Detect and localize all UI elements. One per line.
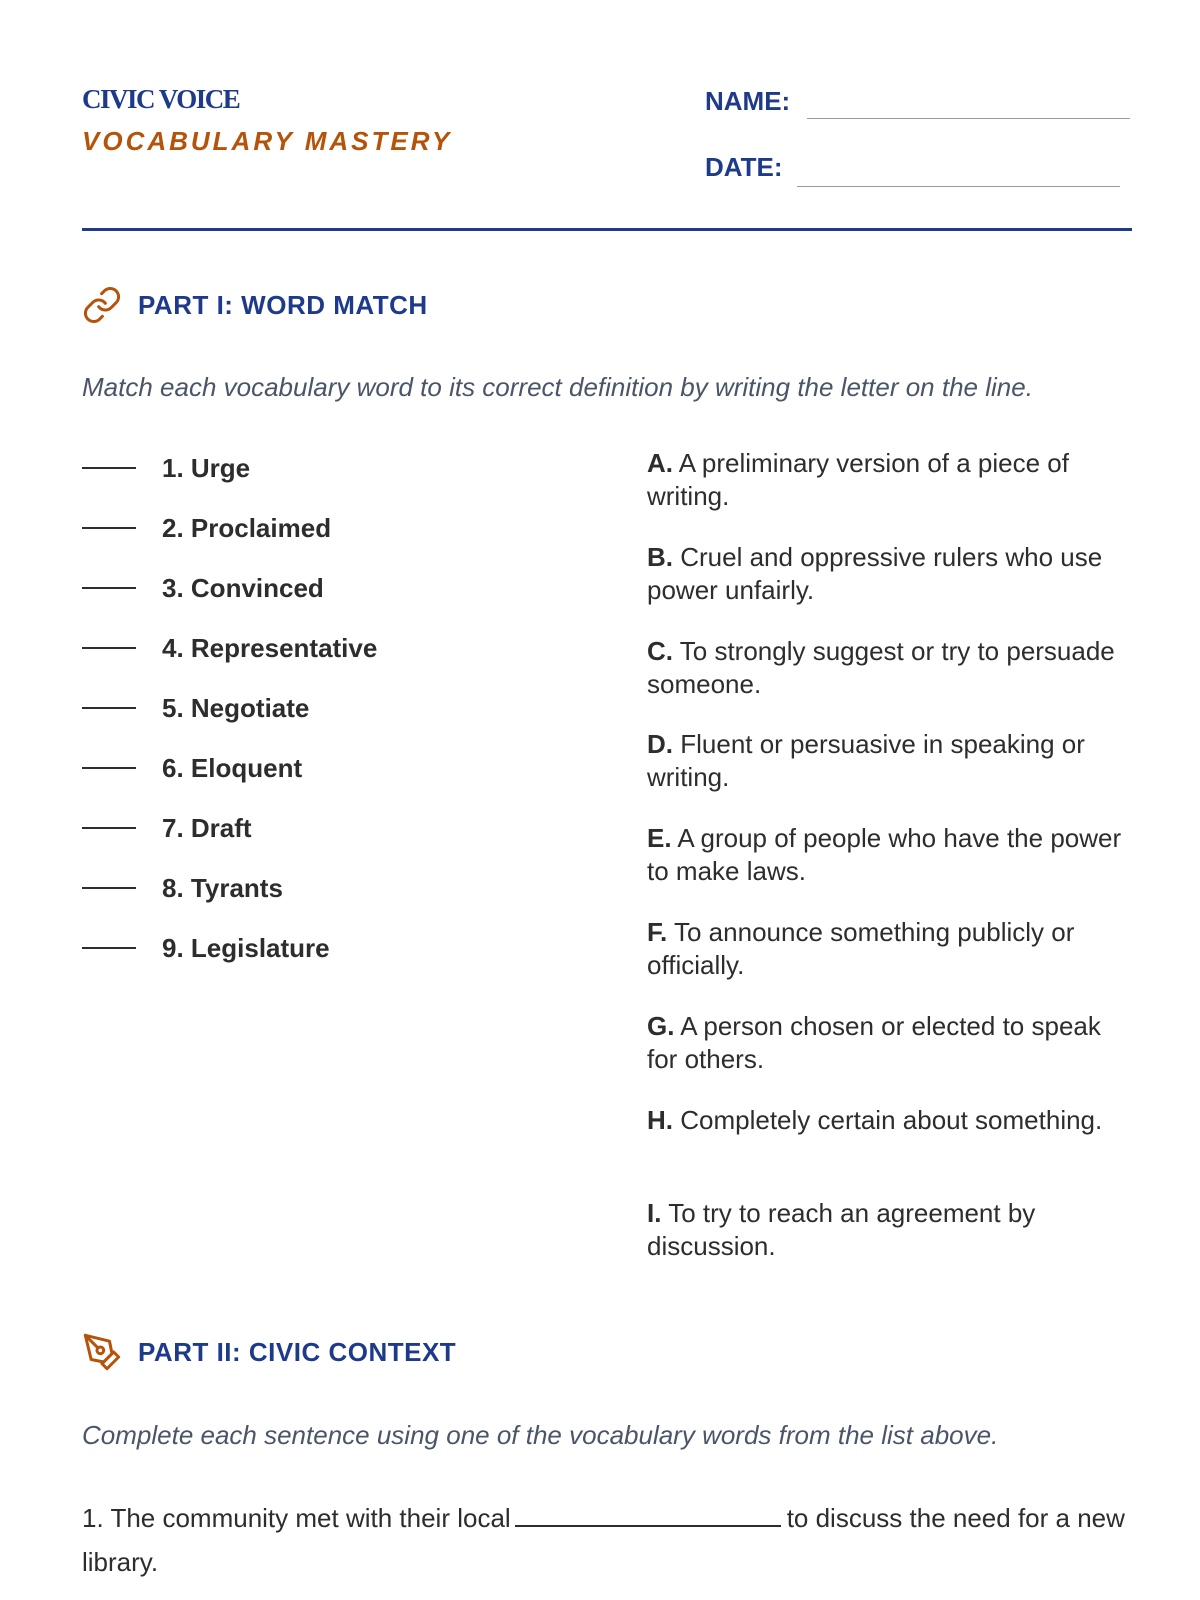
- definition-text: A preliminary version of a piece of writing.: [647, 448, 1069, 511]
- part1-instructions: Match each vocabulary word to its correct definition by writing the letter on the line.: [82, 372, 1033, 402]
- definition-item: [647, 1197, 1137, 1263]
- definition-letter: A.: [647, 448, 673, 478]
- vocab-word: 3. Convinced: [162, 572, 324, 603]
- date-field[interactable]: [797, 186, 1120, 187]
- word-row: [82, 512, 331, 544]
- name-field[interactable]: [807, 118, 1130, 119]
- vocab-word: 5. Negotiate: [162, 692, 310, 723]
- word-row: [82, 872, 283, 904]
- vocab-word: 2. Proclaimed: [162, 512, 332, 543]
- definition-item: [647, 635, 1137, 701]
- definition-text: A group of people who have the power to make laws.: [647, 823, 1122, 886]
- part1-title: PART I: WORD MATCH: [138, 289, 428, 320]
- definition-item: [647, 1010, 1137, 1076]
- sentence-after: to discuss the need for a new library.: [82, 1503, 1125, 1577]
- part2-instructions: Complete each sentence using one of the vocabulary words from the list above.: [82, 1420, 999, 1450]
- name-label: NAME:: [705, 86, 791, 116]
- definition-item: [647, 728, 1137, 794]
- vocab-word: 4. Representative: [162, 632, 378, 663]
- definition-text: A person chosen or elected to speak for others.: [647, 1011, 1101, 1074]
- word-row: [82, 692, 309, 724]
- word-row: [82, 632, 377, 664]
- answer-blank[interactable]: [82, 827, 136, 829]
- date-label: DATE:: [705, 152, 783, 182]
- word-row: [82, 452, 250, 484]
- word-row: [82, 812, 252, 844]
- definition-text: To announce something publicly or officially.: [647, 917, 1075, 980]
- vocab-word: 6. Eloquent: [162, 752, 303, 783]
- vocab-word: 7. Draft: [162, 812, 252, 843]
- definition-letter: F.: [647, 917, 668, 947]
- part2-heading: [82, 1332, 456, 1372]
- answer-blank[interactable]: [82, 707, 136, 709]
- part2-title: PART II: CIVIC CONTEXT: [138, 1336, 457, 1367]
- header-divider: [82, 228, 1132, 231]
- vocab-word: 8. Tyrants: [162, 872, 283, 903]
- definition-item: [647, 822, 1137, 888]
- definition-letter: E.: [647, 823, 672, 853]
- definition-text: Cruel and oppressive rulers who use power unfairly.: [647, 542, 1103, 605]
- definition-letter: B.: [647, 542, 673, 572]
- definition-letter: C.: [647, 636, 673, 666]
- answer-blank[interactable]: [82, 947, 136, 949]
- word-row: [82, 572, 324, 604]
- definition-letter: H.: [647, 1105, 673, 1135]
- pen-nib-icon: [82, 1332, 122, 1372]
- definition-letter: I.: [647, 1198, 662, 1228]
- definition-item: [647, 447, 1137, 513]
- answer-blank[interactable]: [82, 467, 136, 469]
- vocab-word: 1. Urge: [162, 452, 251, 483]
- worksheet-subtitle: VOCABULARY MASTERY: [82, 126, 453, 156]
- sentence-item: [82, 1496, 1142, 1584]
- answer-blank[interactable]: [82, 767, 136, 769]
- sentence-blank[interactable]: [515, 1505, 781, 1527]
- answer-blank[interactable]: [82, 587, 136, 589]
- definition-letter: G.: [647, 1011, 675, 1041]
- sentence-before: 1. The community met with their local: [82, 1503, 511, 1533]
- vocab-word: 9. Legislature: [162, 932, 330, 963]
- answer-blank[interactable]: [82, 527, 136, 529]
- definition-item: [647, 916, 1137, 982]
- definition-text: To strongly suggest or try to persuade someone.: [647, 636, 1115, 699]
- word-row: [82, 932, 330, 964]
- answer-blank[interactable]: [82, 887, 136, 889]
- answer-blank[interactable]: [82, 647, 136, 649]
- definition-letter: D.: [647, 729, 673, 759]
- brand-title: CIVIC VOICE: [82, 84, 240, 114]
- definition-text: Completely certain about something.: [680, 1105, 1103, 1135]
- definition-text: Fluent or persuasive in speaking or writing.: [647, 729, 1085, 792]
- definition-item: [647, 541, 1137, 607]
- definition-item: [647, 1104, 1137, 1137]
- definition-text: To try to reach an agreement by discussion.: [647, 1198, 1036, 1261]
- link-icon: [82, 285, 122, 325]
- word-row: [82, 752, 302, 784]
- part1-heading: [82, 285, 428, 325]
